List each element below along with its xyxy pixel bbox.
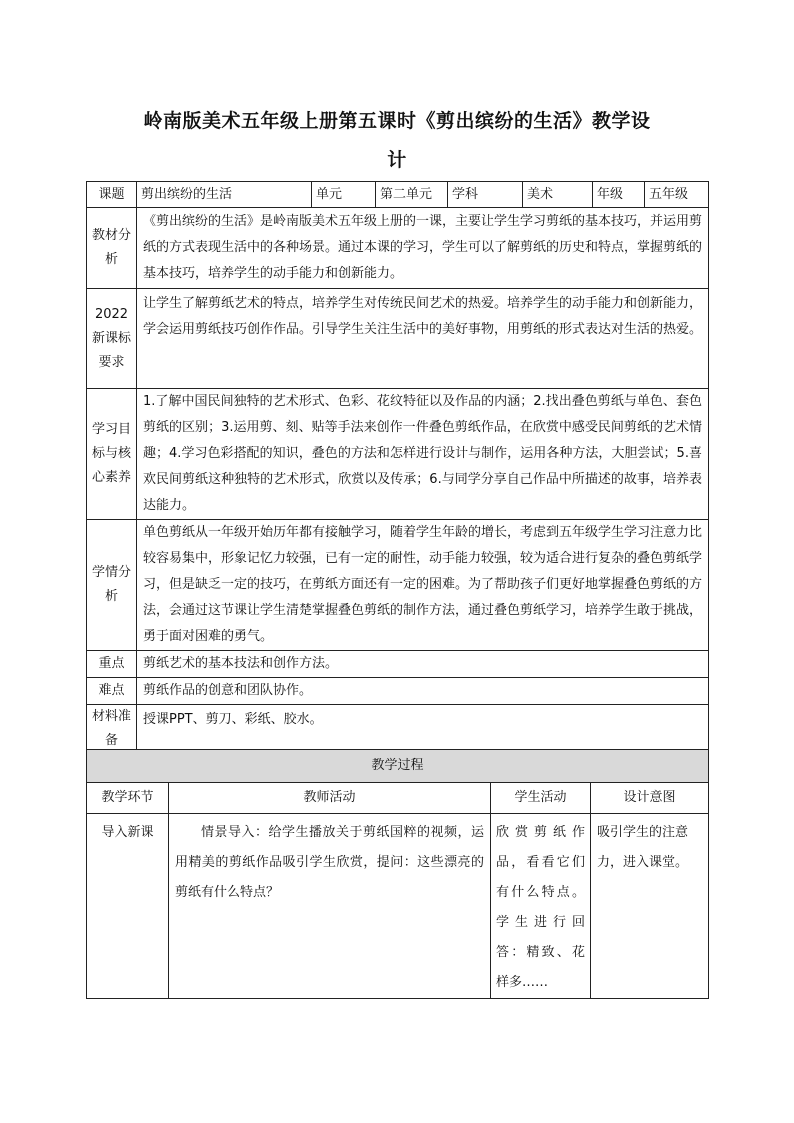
info-row-key-point bbox=[87, 651, 709, 678]
process-column-row bbox=[87, 783, 709, 814]
difficulty-label: 难点 bbox=[87, 678, 137, 705]
unit-label: 单元 bbox=[312, 182, 376, 208]
unit-value: 第二单元 bbox=[376, 182, 448, 208]
textbook-analysis-content: 《剪出缤纷的生活》是岭南版美术五年级上册的一课，主要让学生学习剪纸的基本技巧，并运用剪纸的方式表现生活中的各种场景。通过本课的学习，学生可以了解剪纸的历史和特点，掌握剪纸的基本技巧，培养学生的动手能力和创新能力。 bbox=[137, 208, 709, 289]
column-student-activity: 学生活动 bbox=[491, 783, 591, 814]
key-point-content: 剪纸艺术的基本技法和创作方法。 bbox=[137, 651, 709, 678]
process-row-intro bbox=[87, 814, 709, 999]
learning-objectives-label: 学习目标与核心素养 bbox=[87, 389, 137, 520]
intro-stage: 导入新课 bbox=[87, 814, 169, 999]
difficulty-content: 剪纸作品的创意和团队协作。 bbox=[137, 678, 709, 705]
process-header: 教学过程 bbox=[87, 750, 709, 783]
materials-label: 材料准备 bbox=[87, 705, 137, 754]
info-row-curriculum-standard bbox=[87, 289, 709, 389]
grade-value: 五年级 bbox=[645, 182, 709, 208]
intro-teacher-activity: 情景导入：给学生播放关于剪纸国粹的视频，运用精美的剪纸作品吸引学生欣赏，提问：这些漂亮的剪纸有什么特点？ bbox=[169, 814, 491, 999]
info-row-materials bbox=[87, 705, 709, 754]
process-header-row bbox=[87, 750, 709, 783]
intro-design-intent: 吸引学生的注意力，进入课堂。 bbox=[591, 814, 709, 999]
info-row-textbook-analysis bbox=[87, 208, 709, 289]
topic-value: 剪出缤纷的生活 bbox=[137, 182, 312, 208]
info-row-basic bbox=[87, 182, 709, 208]
grade-label: 年级 bbox=[593, 182, 645, 208]
column-design-intent: 设计意图 bbox=[591, 783, 709, 814]
curriculum-standard-label: 2022新课标要求 bbox=[87, 289, 137, 389]
subject-label: 学科 bbox=[448, 182, 523, 208]
info-row-difficulty bbox=[87, 678, 709, 705]
materials-content: 授课PPT、剪刀、彩纸、胶水。 bbox=[137, 705, 709, 754]
textbook-analysis-label: 教材分析 bbox=[87, 208, 137, 289]
info-row-student-analysis bbox=[87, 520, 709, 651]
learning-objectives-content: 1.了解中国民间独特的艺术形式、色彩、花纹特征以及作品的内涵；2.找出叠色剪纸与单色、套色剪纸的区别；3.运用剪、刻、贴等手法来创作一件叠色剪纸作品，在欣赏中感受民间剪纸的艺术情趣；4.学习色彩搭配的知识，叠色的方法和怎样进行设计与制作，运用各种方法，大胆尝试；5.喜欢民间剪纸这种独特的艺术形式，欣赏以及传承；6.与同学分享自己作品中所描述的故事，培养表达能力。 bbox=[137, 389, 709, 520]
topic-label: 课题 bbox=[87, 182, 137, 208]
lesson-info-table bbox=[86, 181, 709, 754]
document-title-line-2: 计 bbox=[387, 149, 407, 171]
curriculum-standard-content: 让学生了解剪纸艺术的特点，培养学生对传统民间艺术的热爱。培养学生的动手能力和创新能力，学会运用剪纸技巧创作作品。引导学生关注生活中的美好事物，用剪纸的形式表达对生活的热爱。 bbox=[137, 289, 709, 389]
student-analysis-label: 学情分析 bbox=[87, 520, 137, 651]
column-teacher-activity: 教师活动 bbox=[169, 783, 491, 814]
key-point-label: 重点 bbox=[87, 651, 137, 678]
document-title-line-1: 岭南版美术五年级上册第五课时《剪出缤纷的生活》教学设 bbox=[143, 110, 651, 132]
student-analysis-content: 单色剪纸从一年级开始历年都有接触学习，随着学生年龄的增长，考虑到五年级学生学习注意力比较容易集中，形象记忆力较强，已有一定的耐性，动手能力较强，较为适合进行复杂的叠色剪纸学习，但是缺乏一定的技巧，在剪纸方面还有一定的困难。为了帮助孩子们更好地掌握叠色剪纸的方法，会通过这节课让学生清楚掌握叠色剪纸的制作方法，通过叠色剪纸学习，培养学生敢于挑战，勇于面对困难的勇气。 bbox=[137, 520, 709, 651]
intro-student-activity: 欣赏剪纸作品，看看它们有什么特点。学生进行回答：精致、花样多…… bbox=[491, 814, 591, 999]
teaching-process-table bbox=[86, 749, 709, 999]
column-stage: 教学环节 bbox=[87, 783, 169, 814]
info-row-learning-objectives bbox=[87, 389, 709, 520]
subject-value: 美术 bbox=[523, 182, 593, 208]
